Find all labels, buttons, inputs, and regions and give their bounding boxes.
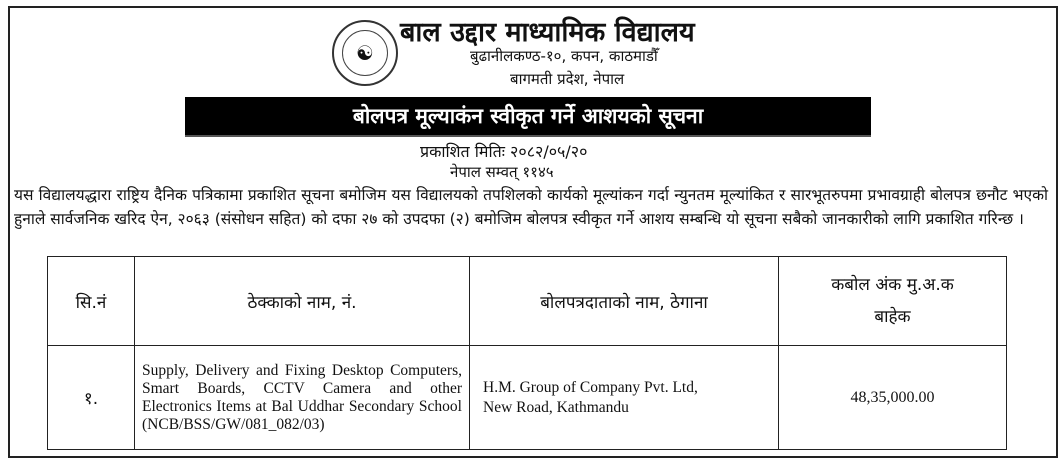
school-province: बागमती प्रदेश, नेपाल — [510, 70, 625, 88]
contract-description: Supply, Delivery and Fixing Desktop Computers, Smart Boards, CCTV Camera and other Electronics Items at Bal Uddhar Secondary School (NCB/BSS/GW/081_082/03) — [142, 361, 462, 433]
header-amount — [779, 257, 1007, 346]
published-date: प्रकाशित मितिः २०८२/०५/२० — [420, 142, 588, 161]
school-name: बाल उद्दार माध्यामिक विद्यालय — [400, 17, 695, 48]
table-row — [48, 346, 1007, 450]
bidder-name: H.M. Group of Company Pvt. Ltd, — [483, 378, 698, 396]
header-amount-label: कबोल अंक मु.अ.क बाहेक — [831, 275, 954, 327]
header-serial: सि.नं — [48, 257, 135, 346]
row-amount: 48,35,000.00 — [779, 346, 1007, 450]
school-seal — [332, 20, 398, 86]
notice-title-banner — [185, 97, 871, 135]
bidder-address: New Road, Kathmandu — [483, 398, 629, 416]
emblem-seal-icon: ☯ — [342, 30, 388, 76]
table-header-row — [48, 257, 1007, 346]
notice-title: बोलपत्र मूल्याकंन स्वीकृत गर्ने आशयको सूचना — [352, 104, 704, 128]
row-bidder — [470, 346, 779, 450]
row-serial: १. — [48, 346, 135, 450]
bid-table — [47, 256, 1007, 450]
notice-body: यस विद्यालयद्धारा राष्ट्रिय दैनिक पत्रिकामा प्रकाशित सूचना बमोजिम यस विद्यालयको तपशिलको कार्यको मूल्यांकन गर्दा न्युनतम मूल्यांकित र सारभूतरुपमा प्रभावग्राही बोलपत्र छनौट भएको हुनाले सार्वजनिक खरिद ऐन, २०६३ (संसोधन सहित) को दफा २७ को उपदफा (२) बमोजिम बोलपत्र स्वीकृत गर्ने आशय सम्बन्धि यो सूचना सबैको जानकारीको लागि प्रकाशित गरिन्छ । — [14, 186, 1048, 228]
header-contract: ठेक्काको नाम, नं. — [135, 257, 470, 346]
row-contract — [135, 346, 470, 450]
header-bidder: बोलपत्रदाताको नाम, ठेगाना — [470, 257, 779, 346]
school-address: बुढानीलकण्ठ-१०, कपन, काठमाडौँ — [470, 47, 658, 65]
nepal-sambat-year: नेपाल सम्वत् ११४५ — [450, 163, 554, 181]
